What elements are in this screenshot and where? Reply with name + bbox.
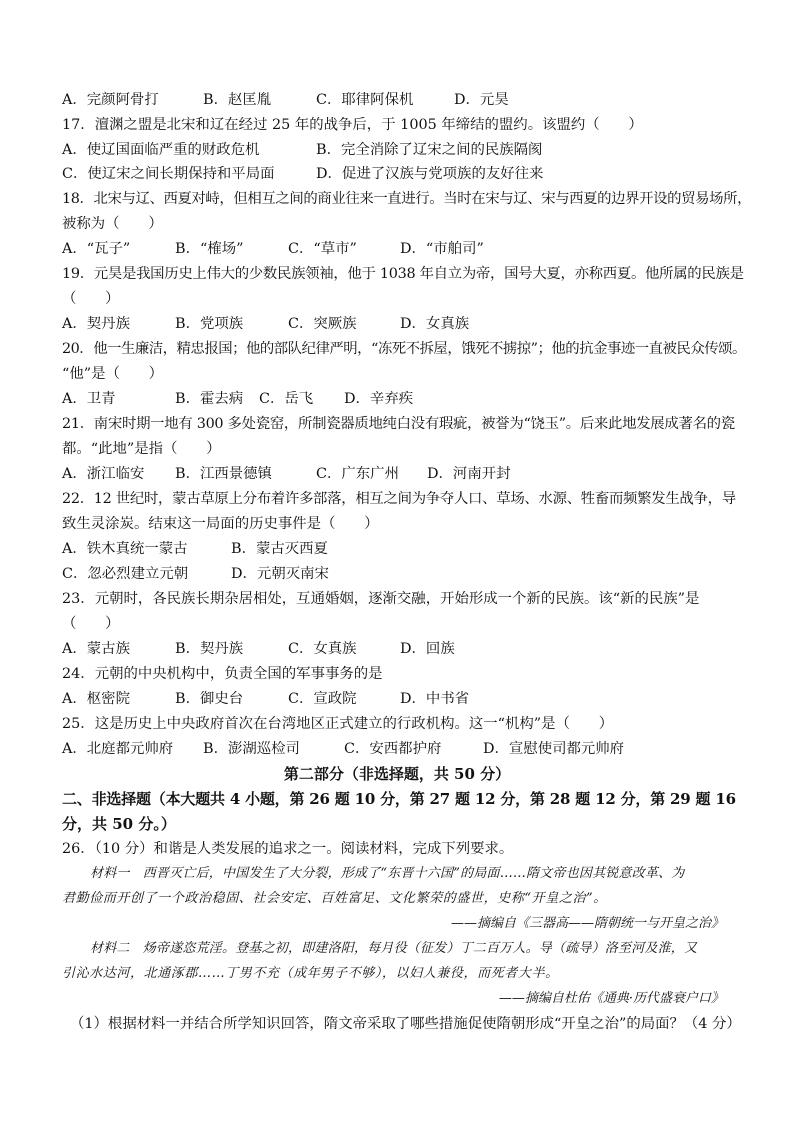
q24-stem: 24．元朝的中央机构中，负责全国的军事事务的是 (62, 666, 383, 682)
q19-option-a: A．契丹族 (62, 316, 130, 332)
q24-option-b: B．御史台 (175, 691, 244, 707)
q18-stem-line1: 18．北宋与辽、西夏对峙，但相互之间的商业往来一直进行。当时在宋与辽、宋与西夏的边界开设的贸易场所， (62, 191, 752, 207)
q21-option-d: D．河南开封 (427, 466, 511, 482)
q17-option-d: D．促进了汉族与党项族的友好往来 (316, 166, 544, 182)
part2-title: 第二部分（非选择题，共 50 分） (283, 765, 511, 783)
q19-option-b: B．党项族 (175, 316, 244, 332)
q16-option-a: A．完颜阿骨打 (62, 92, 159, 108)
q26-source2: ——摘编自杜佑《通典·历代盛衰户口》 (498, 991, 724, 1006)
q20-option-d: D．辛弃疾 (344, 391, 414, 407)
q21-stem-line1: 21．南宋时期一地有 300 多处瓷窑，所制瓷器质地纯白没有瑕疵，被誉为“饶玉”。后来此地发展成著名的瓷 (62, 416, 735, 432)
q19-stem-line1: 19．元昊是我国历史上伟大的少数民族领袖，他于 1038 年自立为帝，国号大夏，亦称西夏。他所属的民族是 (62, 266, 744, 282)
q24-option-a: A．枢密院 (62, 691, 130, 707)
q22-option-b: B．蒙古灭西夏 (231, 541, 328, 557)
q23-option-b: B．契丹族 (175, 641, 244, 657)
q23-option-c: C．女真族 (288, 641, 357, 657)
q19-option-d: D．女真族 (400, 316, 470, 332)
q23-stem-line1: 23．元朝时，各民族长期杂居相处，互通婚姻，逐渐交融，开始形成一个新的民族。该“新的民族”是 (62, 591, 700, 607)
q18-option-a: A．“瓦子” (62, 241, 131, 257)
q20-stem-line1: 20．他一生廉洁，精忠报国；他的部队纪律严明，“冻死不拆屋，饿死不掳掠”；他的抗金事迹一直被民众传颂。 (62, 341, 746, 357)
q24-option-d: D．中书省 (400, 691, 470, 707)
q23-option-a: A．蒙古族 (62, 641, 130, 657)
q24-option-c: C．宣政院 (288, 691, 357, 707)
q20-option-b: B．霍去病 (175, 391, 244, 407)
q17-stem: 17．澶渊之盟是北宋和辽在经过 25 年的战争后，于 1005 年缔结的盟约。该盟约（ ） (62, 117, 643, 133)
q16-option-c: C．耶律阿保机 (316, 92, 414, 108)
q25-option-d: D．宣慰使司都元帅府 (483, 741, 625, 757)
q26-material2-line1: 材料二 炀帝遂恣荒淫。登基之初，即建洛阳，每月役（征发）丁二百万人。导（疏导）洛至河及淮，又 (90, 941, 698, 956)
q19-stem-line2: （ ） (62, 291, 120, 307)
q17-option-b: B．完全消除了辽宋之间的民族隔阂 (316, 142, 543, 158)
q17-option-c: C．使辽宋之间长期保持和平局面 (62, 166, 275, 182)
q16-option-d: D．元昊 (454, 92, 509, 108)
q26-source1: ——摘编自《三器高——隋朝统一与开皇之治》 (450, 916, 724, 931)
q20-option-c: C．岳飞 (259, 391, 314, 407)
q18-option-c: C．“草市” (288, 241, 357, 257)
q22-option-c: C．忽必烈建立元朝 (62, 566, 189, 582)
q26-material1-line1: 材料一 西晋灭亡后，中国发生了大分裂，形成了“东晋十六国”的局面……隋文帝也因其锐意改革、为 (90, 866, 685, 881)
q19-option-c: C．突厥族 (288, 316, 357, 332)
q20-option-a: A．卫青 (62, 391, 116, 407)
q23-stem-line2: （ ） (62, 616, 120, 632)
q26-material1-line2: 君勤俭而开创了一个政治稳固、社会安定、百姓富足、文化繁荣的盛世，史称“开皇之治”。 (62, 891, 607, 906)
q26-sub-question-1: （1）根据材料一并结合所学知识回答，隋文帝采取了哪些措施促使隋朝形成“开皇之治”的局面？（4 分） (70, 1016, 741, 1032)
q21-stem-line2: 都。“此地”是指（ ） (62, 441, 221, 457)
q21-option-b: B．江西景德镇 (175, 466, 272, 482)
q22-option-a: A．铁木真统一蒙古 (62, 541, 188, 557)
q21-option-a: A．浙江临安 (62, 466, 145, 482)
q20-stem-line2: “他”是（ ） (62, 366, 164, 382)
q17-option-a: A．使辽国面临严重的财政危机 (62, 142, 260, 158)
q16-option-b: B．赵匡胤 (203, 92, 272, 108)
q25-option-a: A．北庭都元帅府 (62, 741, 174, 757)
q22-stem-line1: 22．12 世纪时，蒙古草原上分布着许多部落，相互之间为争夺人口、草场、水源、牲畜而频繁发生战争，导 (62, 491, 736, 507)
q26-material2-line2: 引沁水达河，北通涿郡……丁男不充（成年男子不够），以妇人兼役，而死者大半。 (62, 966, 559, 981)
q21-option-c: C．广东广州 (316, 466, 399, 482)
q18-stem-line2: 被称为（ ） (62, 216, 163, 232)
q25-option-c: C．安西都护府 (344, 741, 442, 757)
section2-heading-line1: 二、非选择题（本大题共 4 小题，第 26 题 10 分，第 27 题 12 分，第 28 题 12 分，第 29 题 16 (62, 790, 736, 808)
q22-stem-line2: 致生灵涂炭。结束这一局面的历史事件是（ ） (62, 516, 379, 532)
q18-option-b: B．“榷场” (175, 241, 244, 257)
section2-heading-line2: 分，共 50 分。） (62, 815, 176, 833)
q26-stem: 26．（10 分）和谐是人类发展的追求之一。阅读材料，完成下列要求。 (62, 841, 514, 857)
q18-option-d: D．“市舶司” (400, 241, 484, 257)
q23-option-d: D．回族 (400, 641, 455, 657)
q22-option-d: D．元朝灭南宋 (231, 566, 329, 582)
q25-stem: 25．这是历史上中央政府首次在台湾地区正式建立的行政机构。这一“机构”是（ ） (62, 716, 614, 732)
q25-option-b: B．澎湖巡检司 (203, 741, 300, 757)
